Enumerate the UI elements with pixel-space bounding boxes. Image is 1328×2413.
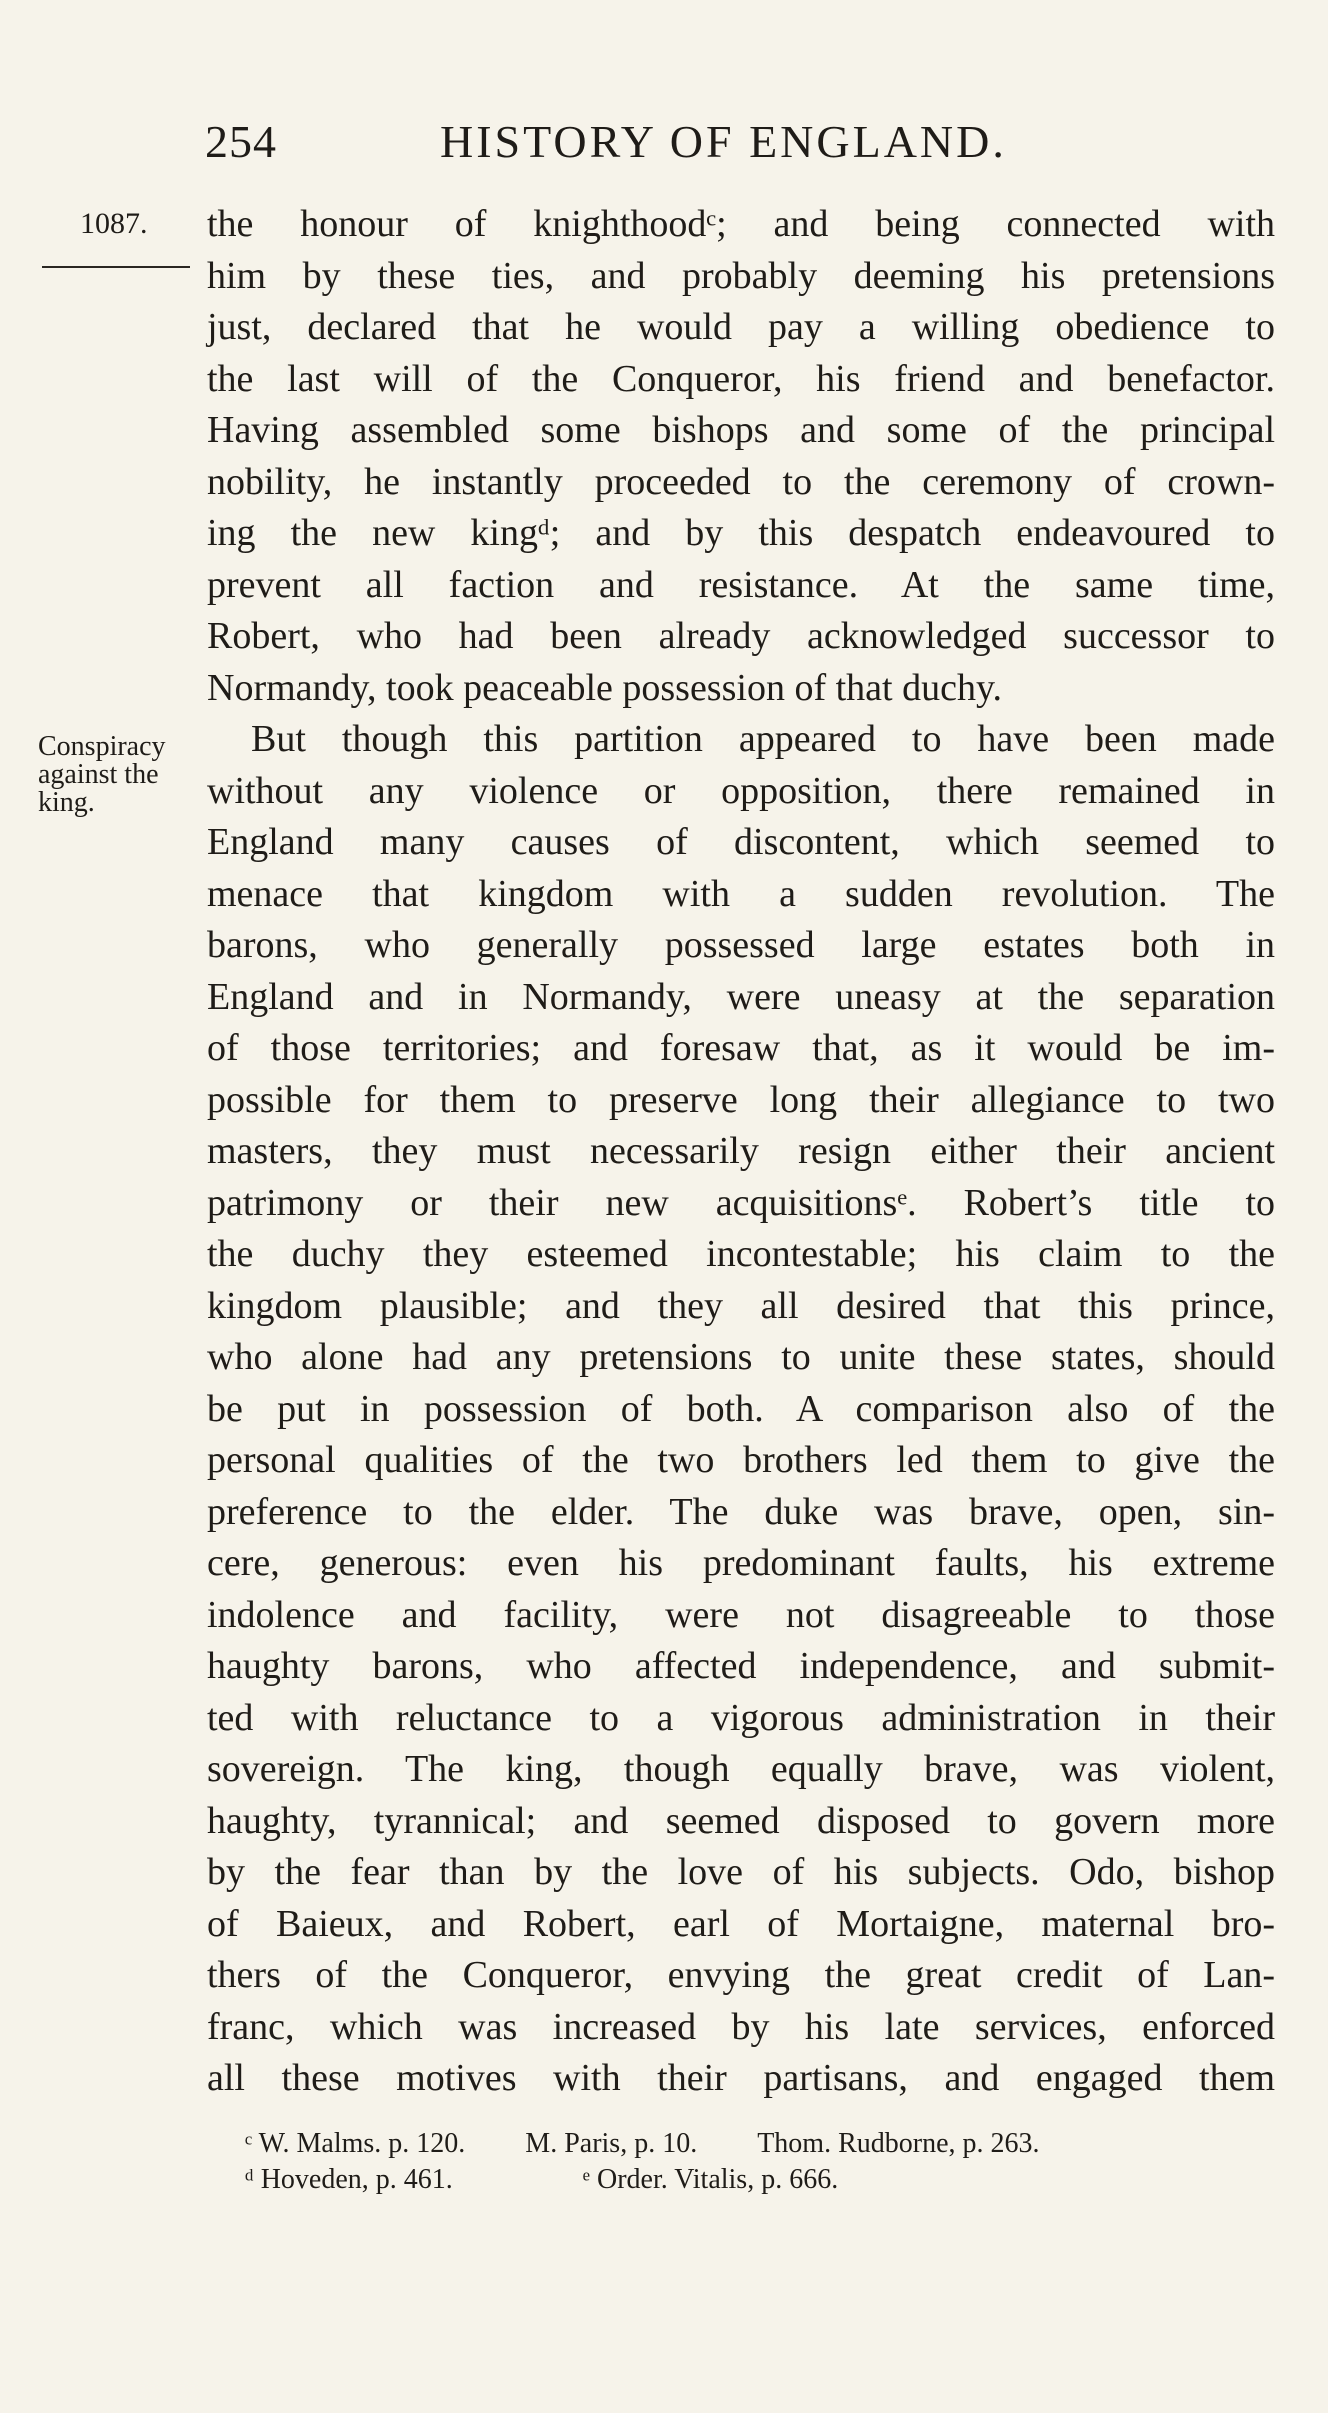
text-line: cere, generous: even his predominant faults, his extreme (207, 1542, 1275, 1584)
text-line: the honour of knighthoodᶜ; and being connected with (207, 203, 1275, 245)
page-number: 254 (205, 116, 277, 167)
text-line: England many causes of discontent, which seemed to (207, 821, 1275, 863)
text-line: menace that kingdom with a sudden revolution. The (207, 872, 1275, 915)
margin-year: 1087. (80, 207, 148, 240)
footnote-ref: M. Paris, p. 10. (525, 2128, 698, 2159)
text-line: barons, who generally possessed large estates both in (207, 924, 1275, 966)
footnote-ref: ᵈ Hoveden, p. 461. (245, 2164, 453, 2195)
running-head: HISTORY OF ENGLAND. (440, 116, 1007, 167)
sidenote-line: Conspiracy (38, 731, 166, 762)
text-line: But though this partition appeared to have been made (251, 718, 1275, 760)
footnote-ref: Thom. Rudborne, p. 263. (757, 2128, 1040, 2159)
text-line: be put in possession of both. A comparison also of the (207, 1387, 1275, 1430)
text-line: haughty barons, who affected independence, and submit- (207, 1645, 1275, 1687)
text-line: just, declared that he would pay a willing obedience to (207, 306, 1275, 348)
text-line: haughty, tyrannical; and seemed disposed to govern more (207, 1799, 1275, 1842)
text-line: patrimony or their new acquisitionsᵉ. Robert’s title to (207, 1181, 1275, 1224)
sidenote-line: against the (38, 759, 159, 790)
text-line: thers of the Conqueror, envying the great credit of Lan- (207, 1954, 1275, 1996)
footnote-line (245, 2162, 1275, 2198)
text-line: ted with reluctance to a vigorous administration in their (207, 1696, 1275, 1739)
text-line: ing the new kingᵈ; and by this despatch endeavoured to (207, 512, 1275, 554)
page-header (205, 112, 1275, 172)
text-line: preference to the elder. The duke was brave, open, sin- (207, 1490, 1275, 1533)
text-line: franc, which was increased by his late services, enforced (207, 2005, 1275, 2048)
text-line: masters, they must necessarily resign either their ancient (207, 1130, 1275, 1172)
text-line: all these motives with their partisans, and engaged them (207, 2057, 1275, 2099)
text-line: prevent all faction and resistance. At the same time, (207, 563, 1275, 606)
text-line: possible for them to preserve long their allegiance to two (207, 1078, 1275, 1121)
text-line: sovereign. The king, though equally brave, was violent, (207, 1748, 1275, 1790)
sidenote-line: king. (38, 787, 95, 818)
text-line: who alone had any pretensions to unite these states, should (207, 1336, 1275, 1378)
text-line: by the fear than by the love of his subjects. Odo, bishop (207, 1851, 1275, 1893)
text-line: Robert, who had been already acknowledged successor to (207, 615, 1275, 657)
text-line: without any violence or opposition, there remained in (207, 769, 1275, 812)
body-text (207, 199, 1275, 2105)
text-line: indolence and facility, were not disagreeable to those (207, 1593, 1275, 1636)
text-line: personal qualities of the two brothers led them to give the (207, 1439, 1275, 1481)
text-line: Normandy, took peaceable possession of that duchy. (207, 666, 1002, 709)
text-line: England and in Normandy, were uneasy at the separation (207, 975, 1275, 1018)
footnote-line (245, 2126, 1275, 2162)
text-line: of those territories; and foresaw that, as it would be im- (207, 1027, 1275, 1069)
margin-sidenote (38, 733, 198, 817)
text-line: the duchy they esteemed incontestable; his claim to the (207, 1233, 1275, 1275)
text-line: him by these ties, and probably deeming his pretensions (207, 254, 1275, 297)
text-line: kingdom plausible; and they all desired that this prince, (207, 1284, 1275, 1327)
text-line: nobility, he instantly proceeded to the ceremony of crown- (207, 460, 1275, 503)
footnote-ref: ᶜ W. Malms. p. 120. (245, 2128, 466, 2159)
text-line: of Baieux, and Robert, earl of Mortaigne, maternal bro- (207, 1902, 1275, 1945)
text-line: the last will of the Conqueror, his friend and benefactor. (207, 357, 1275, 400)
margin-rule (42, 266, 190, 268)
text-line: Having assembled some bishops and some of the principal (207, 409, 1275, 451)
footnote-ref: ᵉ Order. Vitalis, p. 666. (582, 2164, 839, 2195)
footnotes (245, 2126, 1275, 2198)
